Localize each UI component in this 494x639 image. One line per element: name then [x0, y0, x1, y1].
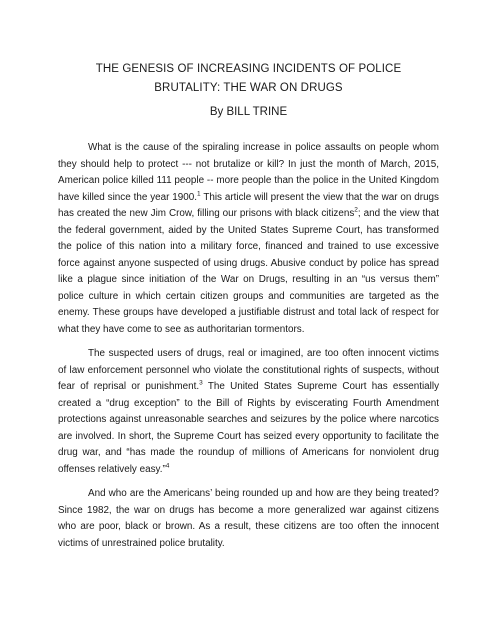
- footnote-marker: 2: [354, 206, 358, 214]
- footnote-marker: 4: [165, 462, 170, 470]
- document-title: THE GENESIS OF INCREASING INCIDENTS OF POLICE BRUTALITY: THE WAR ON DRUGS: [95, 63, 402, 94]
- footnote-marker: 1: [197, 190, 201, 198]
- paragraph-text: And who are the Americans’ being rounded up and how are they being treated? Since 1982, the war on drugs has become a more generalized war against citizens who are poor, black or brown. As a result, these citizens are too often the innocent victims of unrestrained police brutality.: [58, 488, 439, 549]
- article-body: [58, 140, 439, 552]
- paragraph-1: [58, 140, 439, 338]
- paragraph-text: The United States Supreme Court has essentially created a “drug exception” to the Bill of Rights by eviscerating Fourth Amendment protections against unreasonable searches and seizures by the police where narcotics are involved. In short, the Supreme Court has seized every opportunity to facilitate the drug war, and “has made the roundup of millions of Americans for nonviolent drug offenses relatively easy.”: [58, 381, 440, 475]
- paragraph-2: [58, 346, 439, 478]
- paragraph-3: [58, 486, 439, 552]
- paragraph-text: What is the cause of the spiraling increase in police assaults on people whom they should help to protect --- not brutalize or kill? In just the month of March, 2015, American police killed 111 people -- more people than the police in the United Kingdom have killed since the year 1900.: [58, 142, 439, 203]
- footnote-marker: 3: [199, 379, 203, 387]
- paragraph-text: ; and the view that the federal government, aided by the United States Supreme Court, has transformed the police of this nation into a military force, financed and trained to use excessive force against anyone suspected of using drugs. Abusive conduct by police has spread like a plague since initiation of the War on Drugs, resulting in an “us versus them” police culture in which certain citizen groups and communities are targeted as the enemy. These groups have developed a justifiable distrust and total lack of respect for what they have come to see as authoritarian tormentors.: [58, 208, 439, 335]
- author-byline: By BILL TRINE: [209, 106, 288, 118]
- paragraph-text: The suspected users of drugs, real or imagined, are too often innocent victims of law enforcement personnel who violate the constitutional rights of suspects, without fear of reprisal or punishment.: [58, 348, 439, 392]
- paragraph-text: This article will present the view that the war on drugs has created the new Jim Crow, filling our prisons with black citizens: [58, 191, 439, 219]
